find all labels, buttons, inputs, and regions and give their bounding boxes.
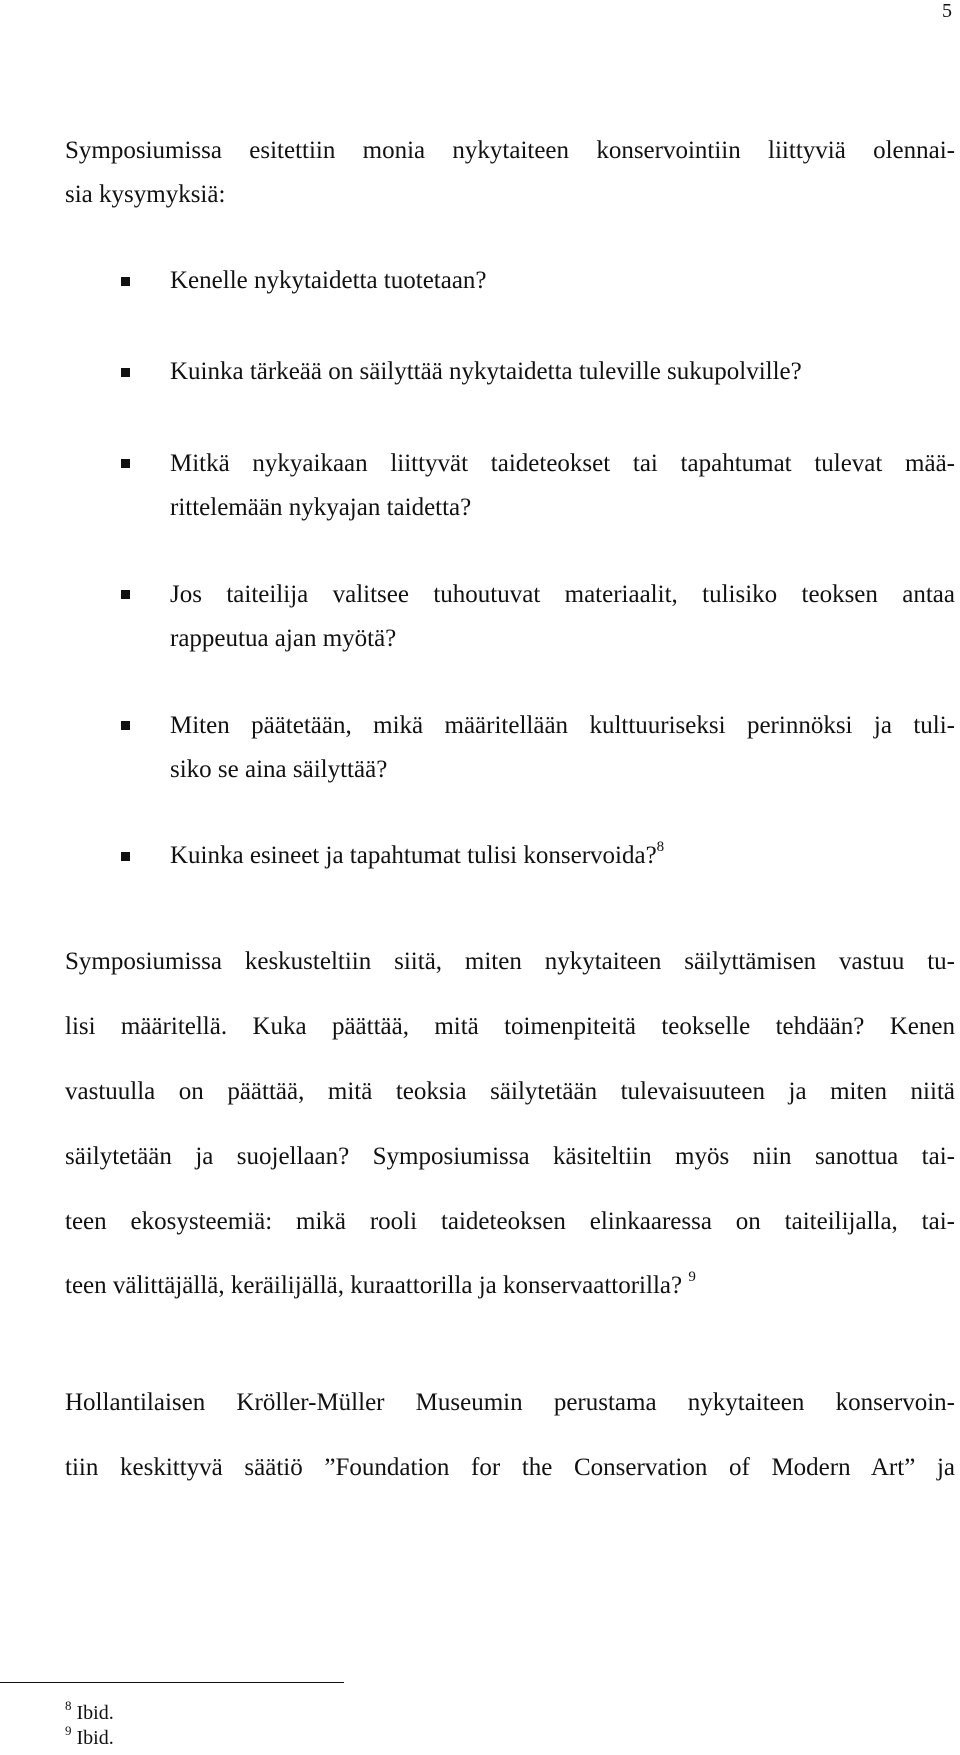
text-line: sia kysymyksiä:	[65, 181, 226, 208]
list-item-text: rittelemään nykyajan taidetta?	[170, 494, 472, 521]
square-bullet-icon	[121, 721, 130, 730]
footnote-ref[interactable]: 9	[688, 1269, 696, 1285]
square-bullet-icon	[121, 590, 130, 599]
footnote-divider	[0, 1682, 344, 1683]
list-item-text: Kenelle nykytaidetta tuotetaan?	[170, 267, 487, 294]
footnote	[65, 1723, 114, 1750]
footnote-number: 8	[65, 1698, 72, 1713]
list-item-text: siko se aina säilyttää?	[170, 756, 388, 783]
text-line: lisi määritellä. Kuka päättää, mitä toimenpiteitä teokselle tehdään? Kenen	[65, 1013, 955, 1040]
text-line: tiin keskittyvä säätiö ”Foundation for the Conservation of Modern Art” ja	[65, 1454, 955, 1481]
list-item-text: Mitkä nykyaikaan liittyvät taideteokset tai tapahtumat tulevat mää-	[170, 450, 955, 477]
text-line	[65, 1269, 696, 1299]
text-line-label: teen välittäjällä, keräilijällä, kuraattorilla ja konservaattorilla?	[65, 1272, 683, 1299]
square-bullet-icon	[121, 852, 130, 861]
page-number: 5	[942, 0, 952, 22]
text-line: Symposiumissa esitettiin monia nykytaiteen konservointiin liittyviä olennai-	[65, 137, 955, 164]
list-item-text: Miten päätetään, mikä määritellään kulttuuriseksi perinnöksi ja tuli-	[170, 712, 955, 739]
text-line: Hollantilaisen Kröller-Müller Museumin perustama nykytaiteen konservoin-	[65, 1389, 955, 1416]
text-line: teen ekosysteemiä: mikä rooli taideteoksen elinkaaressa on taiteilijalla, tai-	[65, 1208, 955, 1235]
footnote-text: Ibid.	[76, 1702, 114, 1724]
square-bullet-icon	[121, 368, 130, 377]
list-item-label: Kuinka esineet ja tapahtumat tulisi konservoida?	[170, 842, 657, 869]
square-bullet-icon	[121, 277, 130, 286]
text-line: Symposiumissa keskusteltiin siitä, miten nykytaiteen säilyttämisen vastuu tu-	[65, 948, 955, 975]
footnote-text: Ibid.	[76, 1727, 114, 1749]
list-item-text: Kuinka tärkeää on säilyttää nykytaidetta tuleville sukupolville?	[170, 358, 802, 385]
footnote-number: 9	[65, 1723, 72, 1738]
footnote	[65, 1698, 114, 1725]
text-line: vastuulla on päättää, mitä teoksia säilytetään tulevaisuuteen ja miten niitä	[65, 1078, 955, 1105]
list-item-text: Jos taiteilija valitsee tuhoutuvat materiaalit, tulisiko teoksen antaa	[170, 581, 955, 608]
text-line: säilytetään ja suojellaan? Symposiumissa käsiteltiin myös niin sanottua tai-	[65, 1143, 955, 1170]
list-item-text: rappeutua ajan myötä?	[170, 625, 397, 652]
square-bullet-icon	[121, 459, 130, 468]
footnote-ref[interactable]: 8	[656, 839, 665, 855]
list-item-text	[170, 839, 665, 869]
